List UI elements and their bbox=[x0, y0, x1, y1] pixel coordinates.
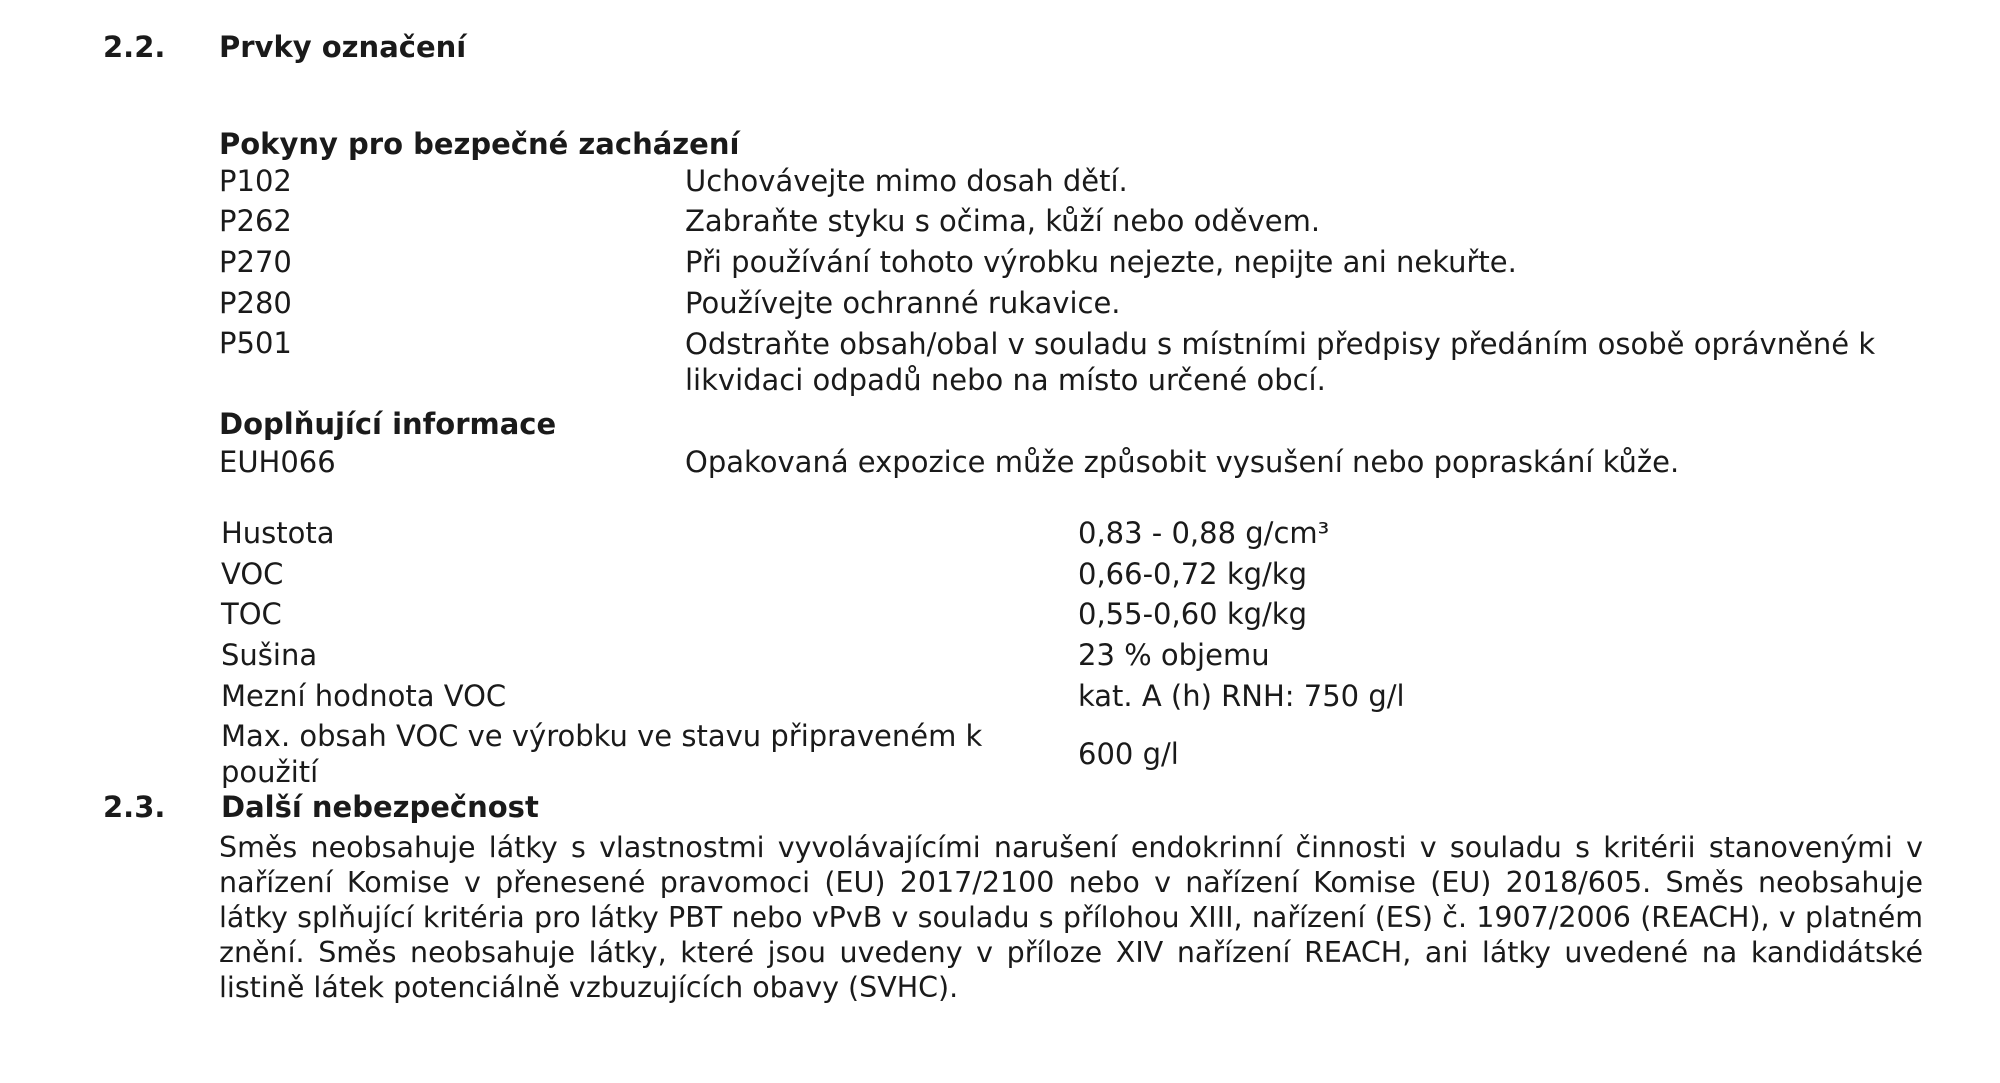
statement-code: P262 bbox=[219, 204, 292, 238]
property-label: Hustota bbox=[221, 516, 335, 550]
hazard-paragraph: Směs neobsahuje látky s vlastnostmi vyvolávajícími narušení endokrinní činnosti v souladu s kritérii stanovenými v nařízení Komise v přenesené pravomoci (EU) 2017/2100 nebo v nařízení Komise (EU) 2018/605. Směs neobsahuje látky splňující kritéria pro látky PBT nebo vPvB v souladu s přílohou XIII, nařízení (ES) č. 1907/2006 (REACH), v platném znění. Směs neobsahuje látky, které jsou uvedeny v příloze XIV nařízení REACH, ani látky uvedené na kandidátské listině látek potenciálně vzbuzujících obavy (SVHC). bbox=[219, 831, 1923, 1004]
statement-text: Opakovaná expozice může způsobit vysušení nebo popraskání kůže. bbox=[685, 445, 1680, 479]
statement-text: Uchovávejte mimo dosah dětí. bbox=[685, 164, 1128, 198]
property-label: VOC bbox=[221, 557, 284, 591]
section-title: Prvky označení bbox=[219, 30, 467, 64]
statement-text: Při používání tohoto výrobku nejezte, nepijte ani nekuřte. bbox=[685, 245, 1517, 279]
statement-code: EUH066 bbox=[219, 445, 336, 479]
property-value: 23 % objemu bbox=[1078, 638, 1270, 672]
statement-code: P280 bbox=[219, 286, 292, 320]
property-value: kat. A (h) RNH: 750 g/l bbox=[1078, 679, 1405, 713]
statement-text: Odstraňte obsah/obal v souladu s místními předpisy předáním osobě oprávněné k likvidaci odpadů nebo na místo určené obcí. bbox=[685, 327, 1876, 397]
statement-text: Zabraňte styku s očima, kůží nebo oděvem. bbox=[685, 204, 1321, 238]
property-value: 0,66-0,72 kg/kg bbox=[1078, 557, 1307, 591]
section-number: 2.3. bbox=[103, 790, 166, 824]
section-number: 2.2. bbox=[103, 30, 166, 64]
statement-code: P501 bbox=[219, 326, 292, 360]
precautionary-heading: Pokyny pro bezpečné zacházení bbox=[219, 127, 740, 161]
section-title: Další nebezpečnost bbox=[221, 790, 539, 824]
supplementary-heading: Doplňující informace bbox=[219, 407, 557, 441]
property-label: Max. obsah VOC ve výrobku ve stavu připraveném k použití bbox=[221, 719, 983, 789]
statement-text: Používejte ochranné rukavice. bbox=[685, 286, 1121, 320]
statement-code: P102 bbox=[219, 164, 292, 198]
statement-code: P270 bbox=[219, 245, 292, 279]
property-label: Sušina bbox=[221, 638, 318, 672]
property-value: 0,83 - 0,88 g/cm³ bbox=[1078, 516, 1330, 550]
property-label: TOC bbox=[221, 597, 282, 631]
property-value: 600 g/l bbox=[1078, 737, 1179, 771]
property-label: Mezní hodnota VOC bbox=[221, 679, 507, 713]
property-value: 0,55-0,60 kg/kg bbox=[1078, 597, 1307, 631]
